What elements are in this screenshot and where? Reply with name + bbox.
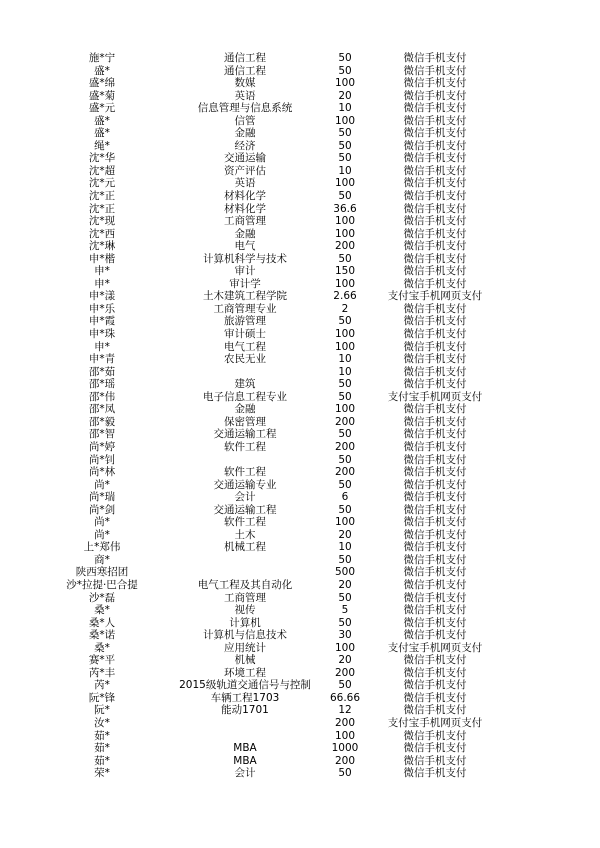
payment-method: 微信手机支付 <box>403 403 467 416</box>
payment-method: 微信手机支付 <box>403 315 467 328</box>
payment-method: 微信手机支付 <box>403 152 467 165</box>
donor-major: 环境工程 <box>224 666 266 679</box>
donation-amount: 100 <box>334 177 356 190</box>
donor-major: 材料化学 <box>224 202 266 215</box>
donation-amount: 50 <box>338 767 352 780</box>
table-row <box>0 190 600 203</box>
table-row <box>0 629 600 642</box>
donor-name: 尚*钊 <box>88 453 116 466</box>
payment-method: 微信手机支付 <box>403 302 467 315</box>
payment-method: 微信手机支付 <box>403 265 467 278</box>
table-row <box>0 554 600 567</box>
donor-name: 荣* <box>94 767 110 780</box>
table-row <box>0 253 600 266</box>
donor-name: 沈*西 <box>88 227 116 240</box>
donor-major: 审计学 <box>229 277 261 290</box>
donation-amount: 50 <box>338 428 352 441</box>
payment-method: 微信手机支付 <box>403 679 467 692</box>
donor-name: 桑*人 <box>88 616 116 629</box>
donor-name: 尚*瑞 <box>88 491 116 504</box>
donor-major: 软件工程 <box>224 466 266 479</box>
donation-amount: 50 <box>338 679 352 692</box>
payment-method: 微信手机支付 <box>403 503 467 516</box>
table-row <box>0 140 600 153</box>
payment-method: 微信手机支付 <box>403 164 467 177</box>
donor-major: 通信工程 <box>224 52 266 64</box>
payment-method: 微信手机支付 <box>403 691 467 704</box>
donor-major: 材料化学 <box>224 190 266 203</box>
payment-method: 微信手机支付 <box>403 102 467 115</box>
donor-name: 尚* <box>94 478 110 491</box>
payment-method: 微信手机支付 <box>403 453 467 466</box>
payment-method: 微信手机支付 <box>403 227 467 240</box>
donor-major: 机械 <box>234 654 256 667</box>
donor-major: 英语 <box>234 177 256 190</box>
table-row <box>0 115 600 128</box>
payment-method: 微信手机支付 <box>403 139 467 152</box>
donor-name: 茹* <box>94 754 110 767</box>
donation-amount: 100 <box>334 277 356 290</box>
payment-method: 微信手机支付 <box>403 629 467 642</box>
payment-method: 微信手机支付 <box>403 177 467 190</box>
donor-name: 申*楷 <box>88 252 116 265</box>
donor-major: MBA <box>233 754 257 767</box>
table-row <box>0 315 600 328</box>
payment-method: 微信手机支付 <box>403 541 467 554</box>
table-row <box>0 152 600 165</box>
donation-amount: 50 <box>338 252 352 265</box>
donor-name: 尚*林 <box>88 466 116 479</box>
table-row <box>0 592 600 605</box>
donor-name: 陕西寒招团 <box>75 566 129 579</box>
donation-table <box>0 52 600 780</box>
table-row <box>0 692 600 705</box>
donor-name: 上*郑伟 <box>83 541 121 554</box>
payment-method: 微信手机支付 <box>403 478 467 491</box>
payment-method: 微信手机支付 <box>403 127 467 140</box>
payment-method: 支付宝手机网页支付 <box>387 390 483 403</box>
table-row <box>0 366 600 379</box>
donor-name: 桑*诺 <box>88 629 116 642</box>
payment-method: 微信手机支付 <box>403 190 467 203</box>
donor-major: 计算机与信息技术 <box>203 629 287 642</box>
payment-method: 微信手机支付 <box>403 704 467 717</box>
payment-method: 微信手机支付 <box>403 428 467 441</box>
donor-major: 金融 <box>234 403 256 416</box>
donor-name: 尚*剑 <box>88 503 116 516</box>
donor-major: 2015级轨道交通信号与控制 <box>179 679 311 692</box>
donor-name: 邵*瑶 <box>88 378 116 391</box>
donor-name: 芮*丰 <box>88 666 116 679</box>
donor-name: 桑* <box>94 641 110 654</box>
donor-major: 农民无业 <box>224 353 266 366</box>
donor-major: 工商管理专业 <box>213 302 277 315</box>
table-row <box>0 165 600 178</box>
donor-name: 阮*锋 <box>88 691 116 704</box>
donor-name: 沙*磊 <box>88 591 116 604</box>
donor-name: 桑* <box>94 604 110 617</box>
donation-amount: 200 <box>334 240 356 253</box>
table-row <box>0 403 600 416</box>
donor-name: 盛*绵 <box>88 77 116 90</box>
table-row <box>0 454 600 467</box>
donor-major: 经济 <box>234 139 256 152</box>
donor-major: 交通运输工程 <box>213 428 277 441</box>
donor-major: 审计硕士 <box>224 328 266 341</box>
payment-method: 微信手机支付 <box>403 578 467 591</box>
payment-method: 微信手机支付 <box>403 202 467 215</box>
donation-amount: 500 <box>334 566 356 579</box>
donor-major: 能动1701 <box>221 704 269 717</box>
table-row <box>0 416 600 429</box>
donor-name: 邵*凤 <box>88 403 116 416</box>
donor-name: 绳* <box>94 139 110 152</box>
donation-amount: 100 <box>334 403 356 416</box>
donation-amount: 200 <box>334 754 356 767</box>
table-row <box>0 265 600 278</box>
payment-method: 微信手机支付 <box>403 591 467 604</box>
donor-major: 电气 <box>234 240 256 253</box>
payment-method: 微信手机支付 <box>403 666 467 679</box>
payment-method: 微信手机支付 <box>403 729 467 742</box>
donor-name: 茹* <box>94 729 110 742</box>
donation-amount: 200 <box>334 666 356 679</box>
donor-major: 电子信息工程专业 <box>203 390 287 403</box>
donor-major: 交通运输专业 <box>213 478 277 491</box>
donor-major: 软件工程 <box>224 516 266 529</box>
donor-name: 尚* <box>94 516 110 529</box>
donor-major: 土木 <box>234 528 256 541</box>
donor-name: 申*青 <box>88 353 116 366</box>
donor-name: 盛* <box>94 127 110 140</box>
donor-major: 交通运输工程 <box>213 503 277 516</box>
payment-method: 微信手机支付 <box>403 340 467 353</box>
donor-name: 尚*婷 <box>88 440 116 453</box>
donor-name: 沈*元 <box>88 177 116 190</box>
donation-amount: 100 <box>334 227 356 240</box>
table-row <box>0 516 600 529</box>
donor-name: 邵*伟 <box>88 390 116 403</box>
donation-amount: 200 <box>334 716 356 729</box>
donor-major: 机械工程 <box>224 541 266 554</box>
donor-major: 审计 <box>234 265 256 278</box>
donor-name: 申*珠 <box>88 328 116 341</box>
table-row <box>0 177 600 190</box>
donation-amount: 66.66 <box>329 691 361 704</box>
donor-major: 旅游管理 <box>224 315 266 328</box>
donor-name: 汝* <box>94 716 110 729</box>
donor-major: 英语 <box>234 89 256 102</box>
donor-name: 邵*毅 <box>88 415 116 428</box>
donation-amount: 20 <box>338 654 352 667</box>
donor-name: 盛* <box>94 114 110 127</box>
donation-amount: 50 <box>338 64 352 77</box>
donor-major: 工商管理 <box>224 215 266 228</box>
donation-amount: 50 <box>338 378 352 391</box>
table-row <box>0 541 600 554</box>
donation-amount: 50 <box>338 390 352 403</box>
donor-major: MBA <box>233 742 257 755</box>
payment-method: 微信手机支付 <box>403 240 467 253</box>
donor-name: 沈*琳 <box>88 240 116 253</box>
donor-major: 交通运输 <box>224 152 266 165</box>
donor-name: 阮* <box>94 704 110 717</box>
donation-amount: 50 <box>338 190 352 203</box>
donor-name: 茹* <box>94 742 110 755</box>
payment-method: 微信手机支付 <box>403 114 467 127</box>
donation-amount: 50 <box>338 453 352 466</box>
donor-major: 应用统计 <box>224 641 266 654</box>
donor-major: 建筑 <box>234 378 256 391</box>
donor-name: 申*漾 <box>88 290 116 303</box>
donation-amount: 12 <box>338 704 352 717</box>
donation-amount: 1000 <box>331 742 359 755</box>
donation-amount: 36.6 <box>333 202 357 215</box>
table-row <box>0 353 600 366</box>
donation-amount: 10 <box>338 102 352 115</box>
donor-name: 邵*智 <box>88 428 116 441</box>
table-row <box>0 654 600 667</box>
payment-method: 微信手机支付 <box>403 378 467 391</box>
payment-method: 微信手机支付 <box>403 754 467 767</box>
payment-method: 微信手机支付 <box>403 767 467 780</box>
donation-amount: 30 <box>338 629 352 642</box>
table-row <box>0 65 600 78</box>
donation-amount: 2.66 <box>333 290 357 303</box>
table-row <box>0 391 600 404</box>
table-row <box>0 679 600 692</box>
donation-amount: 100 <box>334 340 356 353</box>
table-row <box>0 341 600 354</box>
donor-name: 沙*拉提·巴合提 <box>66 578 138 591</box>
donor-name: 申* <box>94 340 110 353</box>
payment-method: 微信手机支付 <box>403 516 467 529</box>
table-row <box>0 203 600 216</box>
payment-method: 支付宝手机网页支付 <box>387 641 483 654</box>
donation-amount: 10 <box>338 365 352 378</box>
donation-amount: 50 <box>338 139 352 152</box>
donor-major: 通信工程 <box>224 64 266 77</box>
donation-amount: 200 <box>334 466 356 479</box>
payment-method: 微信手机支付 <box>403 440 467 453</box>
table-row <box>0 52 600 65</box>
table-row <box>0 479 600 492</box>
payment-method: 微信手机支付 <box>403 252 467 265</box>
table-row <box>0 240 600 253</box>
donor-name: 申*乐 <box>88 302 116 315</box>
payment-method: 支付宝手机网页支付 <box>387 716 483 729</box>
donation-amount: 5 <box>341 604 349 617</box>
donor-major: 计算机 <box>229 616 261 629</box>
table-row <box>0 90 600 103</box>
donor-name: 盛*元 <box>88 102 116 115</box>
payment-method: 微信手机支付 <box>403 491 467 504</box>
donor-major: 土木建筑工程学院 <box>203 290 287 303</box>
table-row <box>0 466 600 479</box>
donor-name: 申* <box>94 277 110 290</box>
table-row <box>0 755 600 768</box>
donor-name: 尚* <box>94 528 110 541</box>
table-row <box>0 730 600 743</box>
donor-name: 沈*正 <box>88 202 116 215</box>
table-row <box>0 529 600 542</box>
donation-amount: 100 <box>334 114 356 127</box>
donor-major: 车辆工程1703 <box>210 691 280 704</box>
table-row <box>0 228 600 241</box>
donor-name: 沈*超 <box>88 164 116 177</box>
donation-amount: 50 <box>338 478 352 491</box>
payment-method: 微信手机支付 <box>403 528 467 541</box>
payment-method: 微信手机支付 <box>403 365 467 378</box>
table-row <box>0 667 600 680</box>
table-row <box>0 290 600 303</box>
payment-method: 支付宝手机网页支付 <box>387 290 483 303</box>
donor-name: 沈*华 <box>88 152 116 165</box>
table-row <box>0 566 600 579</box>
table-row <box>0 704 600 717</box>
table-row <box>0 127 600 140</box>
table-row <box>0 215 600 228</box>
table-row <box>0 617 600 630</box>
donation-amount: 100 <box>334 77 356 90</box>
donor-name: 沈*正 <box>88 190 116 203</box>
table-row <box>0 717 600 730</box>
donation-amount: 10 <box>338 541 352 554</box>
donation-amount: 200 <box>334 440 356 453</box>
table-row <box>0 303 600 316</box>
donor-name: 沈*现 <box>88 215 116 228</box>
donation-amount: 150 <box>334 265 356 278</box>
donation-amount: 100 <box>334 328 356 341</box>
donation-amount: 6 <box>341 491 349 504</box>
donation-amount: 10 <box>338 164 352 177</box>
payment-method: 微信手机支付 <box>403 616 467 629</box>
table-row <box>0 742 600 755</box>
payment-method: 微信手机支付 <box>403 466 467 479</box>
payment-method: 微信手机支付 <box>403 553 467 566</box>
payment-method: 微信手机支付 <box>403 89 467 102</box>
donation-amount: 50 <box>338 152 352 165</box>
donation-amount: 50 <box>338 503 352 516</box>
donation-amount: 50 <box>338 52 352 64</box>
table-row <box>0 378 600 391</box>
donor-name: 申*霞 <box>88 315 116 328</box>
donor-major: 信息管理与信息系统 <box>197 102 293 115</box>
donor-major: 数媒 <box>234 77 256 90</box>
donor-major: 电气工程及其自动化 <box>197 578 293 591</box>
donation-amount: 50 <box>338 591 352 604</box>
donor-major: 资产评估 <box>224 164 266 177</box>
donor-name: 商* <box>94 553 110 566</box>
payment-method: 微信手机支付 <box>403 415 467 428</box>
donation-amount: 20 <box>338 578 352 591</box>
donor-major: 保密管理 <box>224 415 266 428</box>
donation-amount: 200 <box>334 415 356 428</box>
donor-major: 软件工程 <box>224 440 266 453</box>
donation-amount: 100 <box>334 729 356 742</box>
donation-amount: 20 <box>338 89 352 102</box>
table-row <box>0 77 600 90</box>
payment-method: 微信手机支付 <box>403 328 467 341</box>
donor-major: 金融 <box>234 227 256 240</box>
donor-name: 邵*茹 <box>88 365 116 378</box>
donor-name: 盛* <box>94 64 110 77</box>
donation-amount: 100 <box>334 215 356 228</box>
donor-name: 施*宁 <box>88 52 116 64</box>
payment-method: 微信手机支付 <box>403 64 467 77</box>
payment-method: 微信手机支付 <box>403 353 467 366</box>
table-row <box>0 328 600 341</box>
table-row <box>0 428 600 441</box>
table-row <box>0 767 600 780</box>
donor-major: 电气工程 <box>224 340 266 353</box>
payment-method: 微信手机支付 <box>403 604 467 617</box>
donor-major: 信管 <box>234 114 256 127</box>
donation-amount: 10 <box>338 353 352 366</box>
donor-major: 会计 <box>234 491 256 504</box>
donation-amount: 2 <box>341 302 349 315</box>
donor-major: 计算机科学与技术 <box>203 252 287 265</box>
donation-amount: 50 <box>338 127 352 140</box>
donation-amount: 50 <box>338 553 352 566</box>
donation-amount: 50 <box>338 616 352 629</box>
donation-amount: 100 <box>334 641 356 654</box>
table-row <box>0 441 600 454</box>
table-row <box>0 579 600 592</box>
donor-major: 会计 <box>234 767 256 780</box>
donor-name: 盛*菊 <box>88 89 116 102</box>
payment-method: 微信手机支付 <box>403 566 467 579</box>
payment-method: 微信手机支付 <box>403 742 467 755</box>
table-row <box>0 491 600 504</box>
donor-name: 芮* <box>94 679 110 692</box>
donor-major: 工商管理 <box>224 591 266 604</box>
table-row <box>0 642 600 655</box>
payment-method: 微信手机支付 <box>403 77 467 90</box>
table-row <box>0 102 600 115</box>
donor-name: 申* <box>94 265 110 278</box>
table-row <box>0 504 600 517</box>
payment-method: 微信手机支付 <box>403 215 467 228</box>
payment-method: 微信手机支付 <box>403 52 467 64</box>
payment-method: 微信手机支付 <box>403 277 467 290</box>
donation-amount: 100 <box>334 516 356 529</box>
payment-method: 微信手机支付 <box>403 654 467 667</box>
donor-major: 金融 <box>234 127 256 140</box>
donor-major: 视传 <box>234 604 256 617</box>
table-row <box>0 278 600 291</box>
donor-name: 赛*平 <box>88 654 116 667</box>
donation-amount: 20 <box>338 528 352 541</box>
table-row <box>0 604 600 617</box>
donation-amount: 50 <box>338 315 352 328</box>
